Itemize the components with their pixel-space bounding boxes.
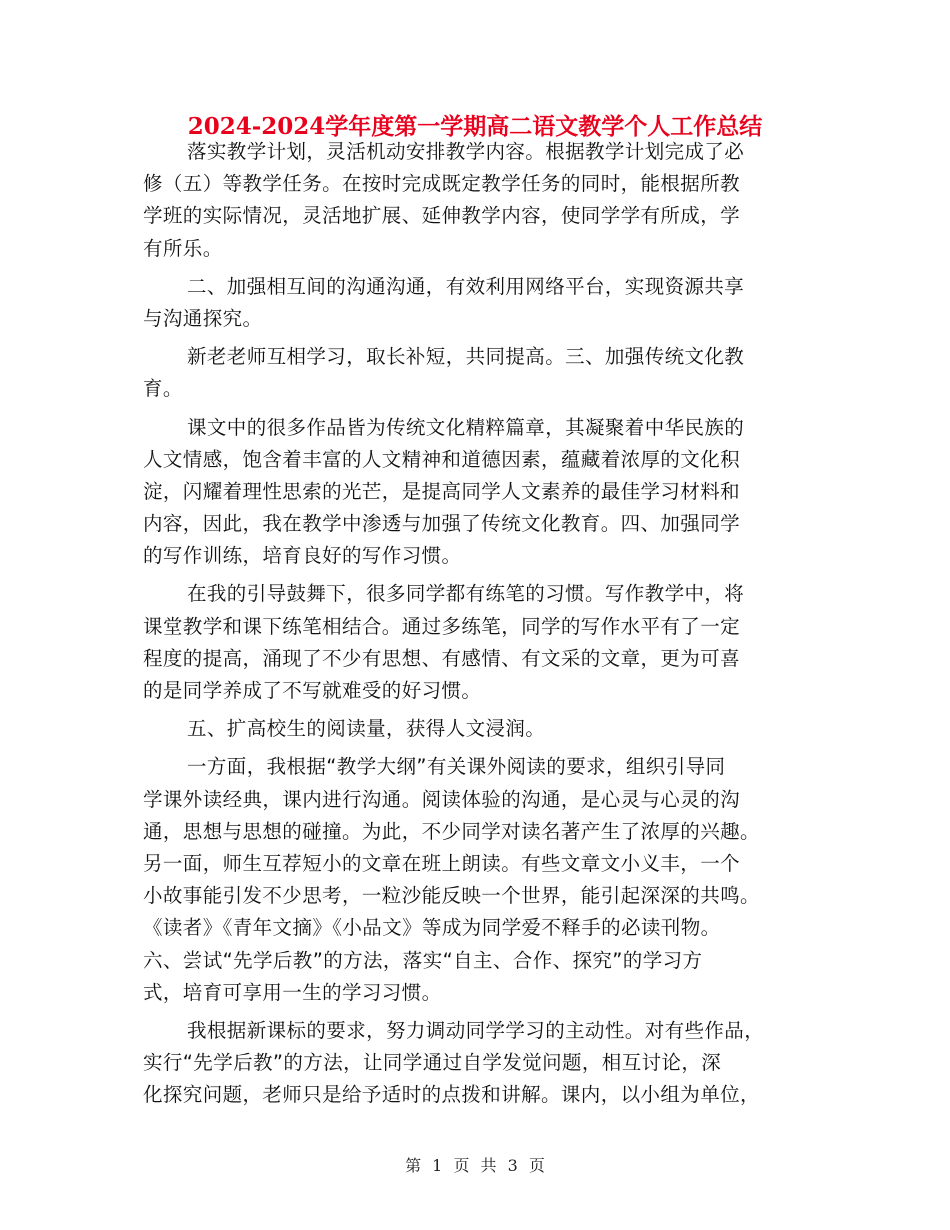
text-line: 淀，闪耀着理性思索的光芒，是提高同学人文素养的最佳学习材料和 bbox=[143, 479, 741, 503]
text-line: 小故事能引发不少思考，一粒沙能反映一个世界，能引起深深的共鸣。 bbox=[143, 884, 760, 908]
text-line: 学课外读经典，课内进行沟通。阅读体验的沟通，是心灵与心灵的沟 bbox=[143, 787, 741, 811]
text-line: 育。 bbox=[143, 377, 183, 401]
text-line: 《读者》《青年文摘》《小品文》等成为同学爱不释手的必读刊物。 bbox=[143, 916, 721, 940]
text-line: 六、尝试“先学后教”的方法，落实“自主、合作、探究”的学习方 bbox=[143, 948, 703, 972]
text-line: 人文情感，饱含着丰富的人文精神和道德因素，蕴藏着浓厚的文化积 bbox=[143, 447, 741, 471]
text-line: 有所乐。 bbox=[143, 236, 223, 260]
document-title: 2024-2024学年度第一学期高二语文教学个人工作总结 bbox=[187, 113, 763, 140]
text-line: 一方面，我根据“教学大纲”有关课外阅读的要求，组织引导同 bbox=[187, 755, 726, 779]
text-line: 实行“先学后教”的方法，让同学通过自学发觉问题，相互讨论，深 bbox=[143, 1051, 722, 1075]
text-line: 新老老师互相学习，取长补短，共同提高。三、加强传统文化教 bbox=[187, 345, 745, 369]
text-line: 的写作训练，培育良好的写作习惯。 bbox=[143, 544, 462, 568]
text-line: 内容，因此，我在教学中渗透与加强了传统文化教育。四、加强同学 bbox=[143, 512, 741, 536]
text-line: 通，思想与思想的碰撞。为此，不少同学对读名著产生了浓厚的兴趣。 bbox=[143, 819, 760, 843]
text-line: 程度的提高，涌现了不少有思想、有感情、有文采的文章，更为可喜 bbox=[143, 646, 741, 670]
text-line: 课堂教学和课下练笔相结合。通过多练笔，同学的写作水平有了一定 bbox=[143, 614, 741, 638]
page-footer: 第 1 页 共 3 页 bbox=[405, 1156, 545, 1175]
text-line: 课文中的很多作品皆为传统文化精粹篇章，其凝聚着中华民族的 bbox=[187, 415, 745, 439]
text-line: 我根据新课标的要求，努力调动同学学习的主动性。对有些作品， bbox=[187, 1018, 765, 1042]
text-line: 与沟通探究。 bbox=[143, 306, 263, 330]
text-line: 落实教学计划，灵活机动安排教学内容。根据教学计划完成了必 bbox=[187, 140, 745, 163]
text-line: 五、扩高校生的阅读量，获得人文浸润。 bbox=[187, 717, 546, 741]
text-line: 二、加强相互间的沟通沟通，有效利用网络平台，实现资源共享 bbox=[187, 274, 745, 298]
text-line: 学班的实际情况，灵活地扩展、延伸教学内容，使同学学有所成，学 bbox=[143, 204, 741, 228]
text-line: 式，培育可享用一生的学习习惯。 bbox=[143, 980, 442, 1004]
text-line: 的是同学养成了不写就难受的好习惯。 bbox=[143, 679, 482, 702]
text-line: 化探究问题，老师只是给予适时的点拨和讲解。课内，以小组为单位， bbox=[143, 1083, 760, 1107]
document-body bbox=[143, 136, 803, 1111]
text-line: 在我的引导鼓舞下，很多同学都有练笔的习惯。写作教学中，将 bbox=[187, 582, 745, 606]
text-line: 另一面，师生互荐短小的文章在班上朗读。有些文章文小义丰，一个 bbox=[143, 851, 741, 875]
text-line: 修（五）等教学任务。在按时完成既定教学任务的同时，能根据所教 bbox=[143, 172, 741, 196]
